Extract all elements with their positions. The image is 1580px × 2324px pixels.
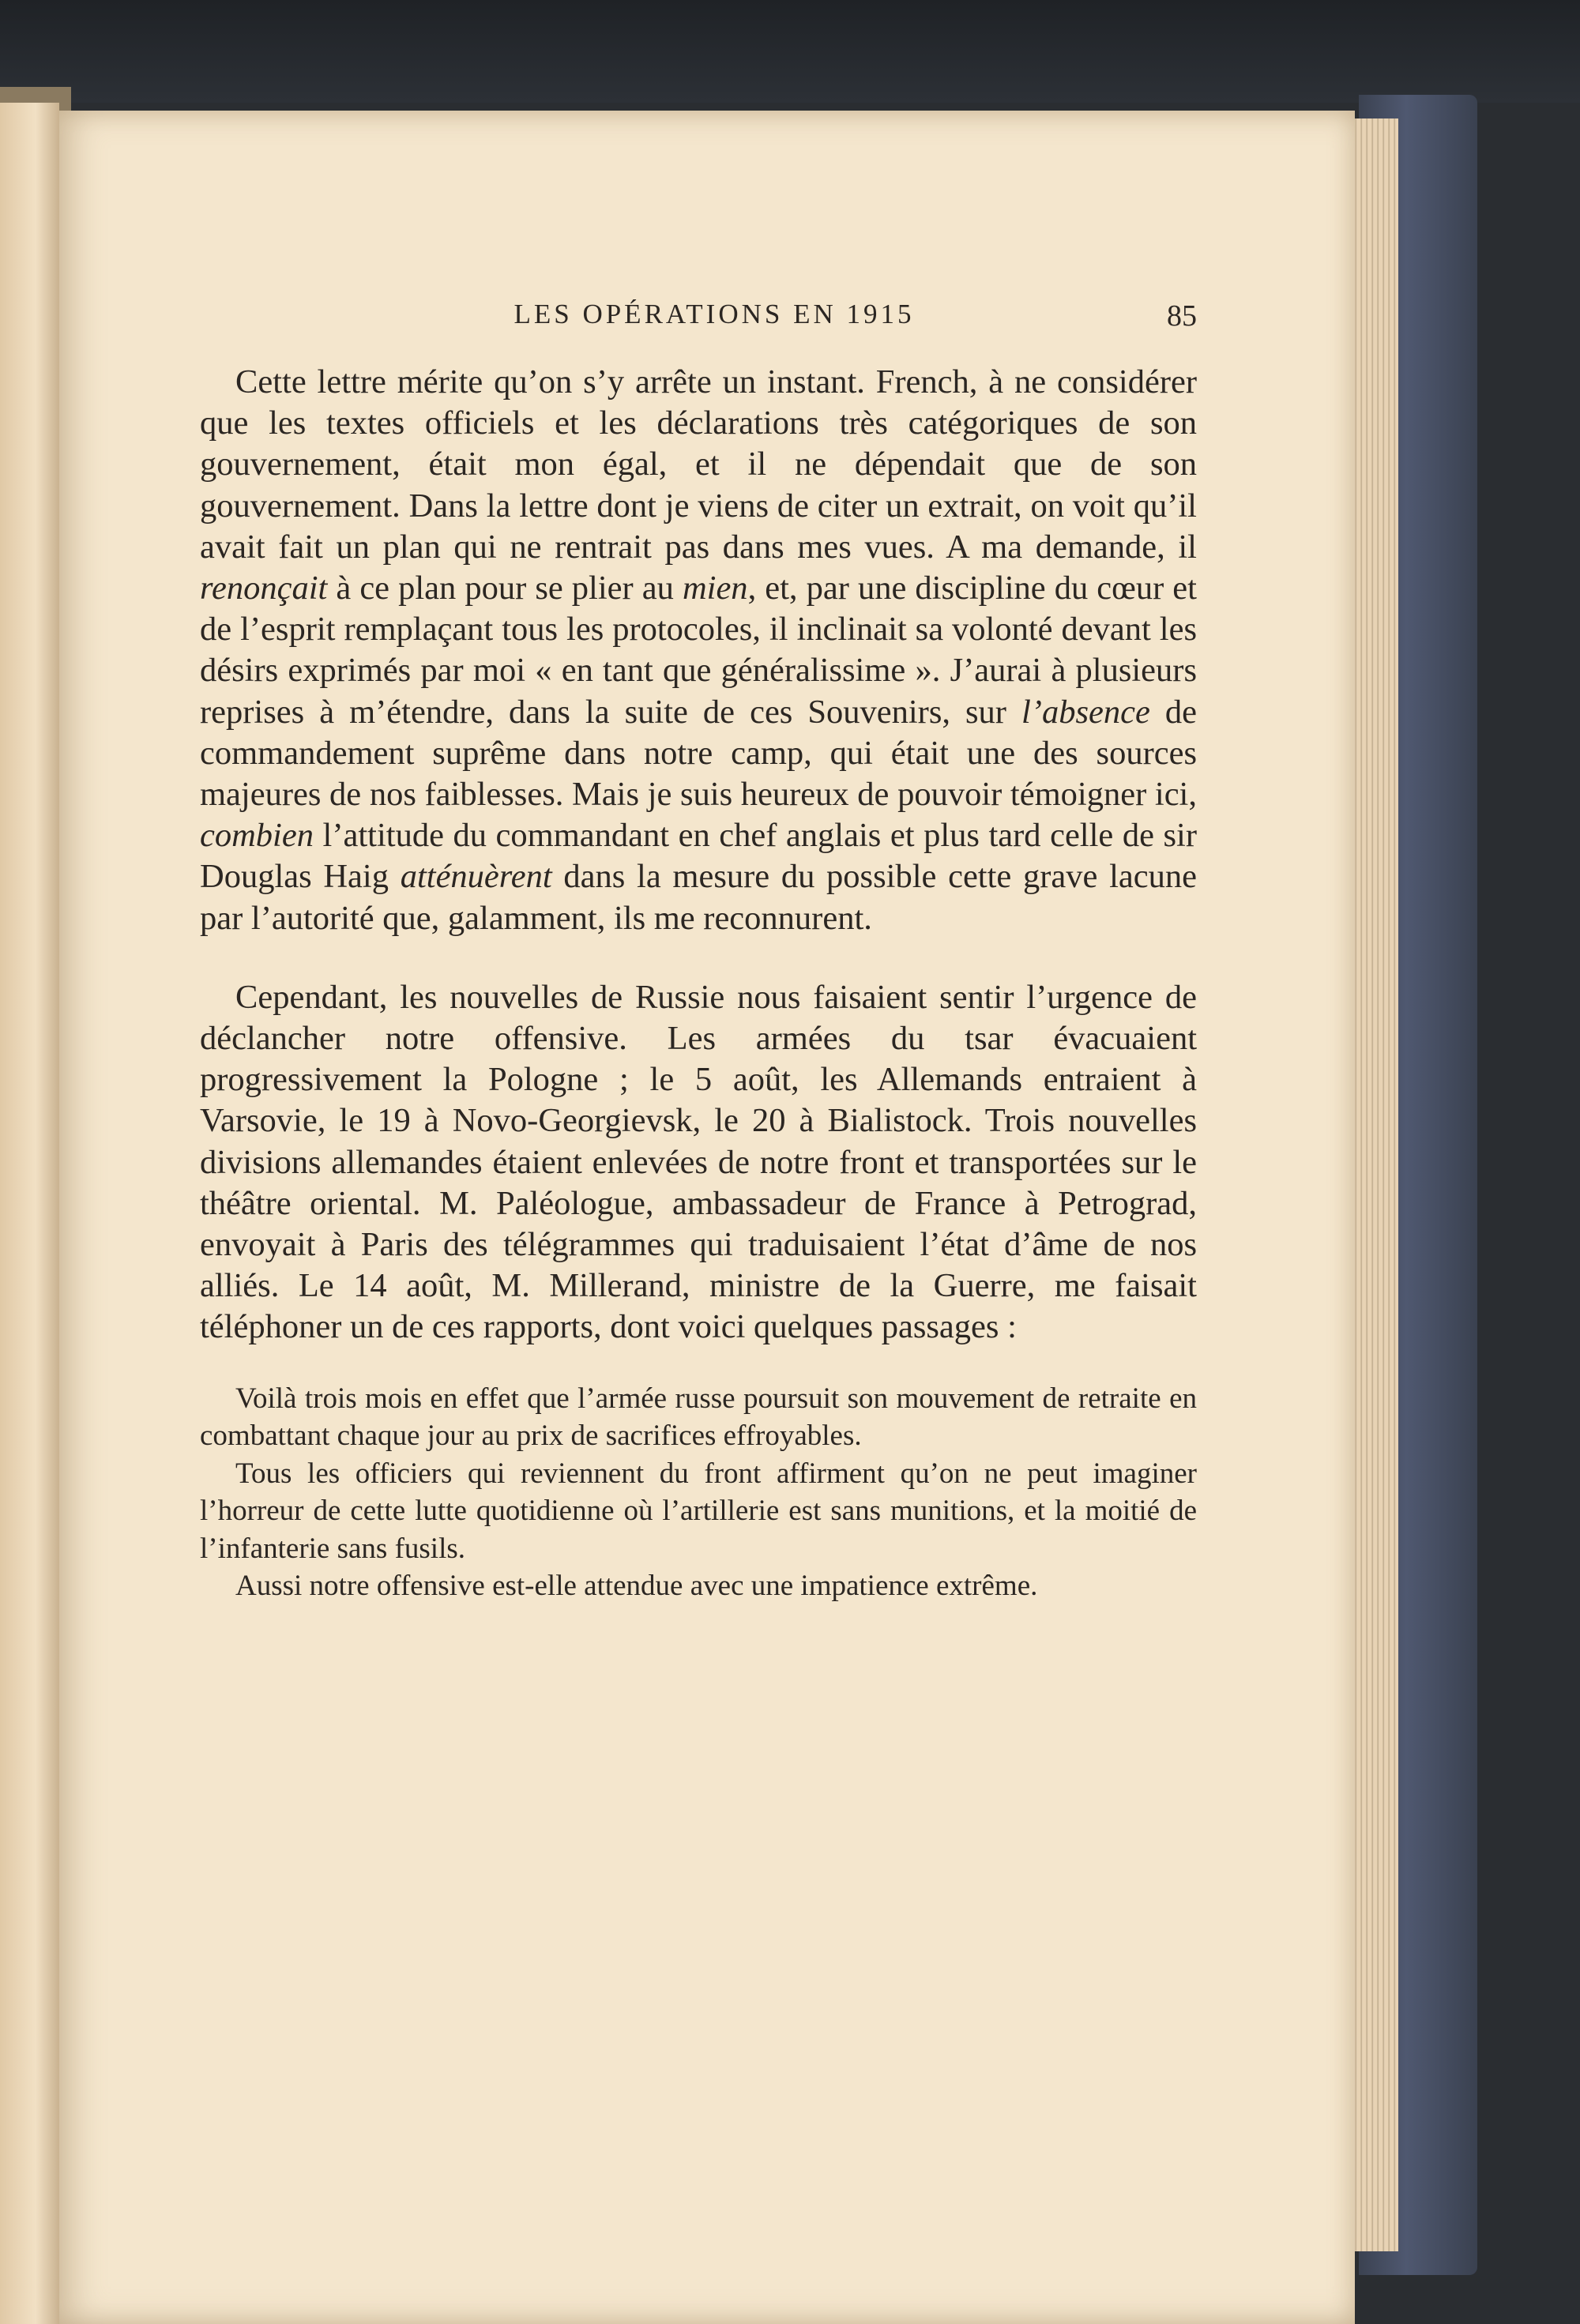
paragraph-1-part-5: l’attitude du commandant en chef anglais et plus tard celle de sir Douglas Haig	[200, 817, 1197, 896]
scanner-background	[0, 0, 1580, 103]
quote-paragraph-1: Voilà trois mois en effet que l’armée russe poursuit son mouvement de retraite en combattant chaque jour au prix de sacrifices effroyables.	[200, 1382, 1197, 1453]
paragraph-1	[200, 362, 1197, 939]
emphasis-attenuerent: atténuèrent	[400, 858, 552, 896]
paragraph-2: Cependant, les nouvelles de Russie nous faisaient sentir l’urgence de déclancher notre offensive. Les armées du tsar évacuaient progressivement la Pologne ; le 5 août, les Allemands entraient à Varsovie, le 19 à Novo-Georgievsk, le 20 à Bialistock. Trois nouvelles divisions allemandes étaient enlevées de notre front et transportées sur le théâtre oriental. M. Paléologue, ambassadeur de France à Petrograd, envoyait à Paris des télégrammes qui traduisaient l’état d’âme de nos alliés. Le 14 août, M. Millerand, ministre de la Guerre, me faisait téléphoner un de ces rapports, dont voici quelques passages :	[200, 978, 1197, 1346]
book-page	[59, 111, 1355, 2324]
page-content	[200, 299, 1197, 1605]
emphasis-combien: combien	[200, 817, 314, 855]
quote-paragraph-3: Aussi notre offensive est-elle attendue avec une impatience extrême.	[235, 1570, 1038, 1603]
facing-page-edge	[0, 103, 59, 2324]
running-head	[200, 299, 1197, 346]
body-text	[200, 362, 1197, 1605]
page-number: 85	[1167, 299, 1197, 333]
paragraph-1-part-6: dans la mesure du possible cette grave lacune par l’autorité que, galamment, ils me reconnurent.	[200, 858, 1197, 937]
emphasis-renoncait: renonçait	[200, 570, 328, 607]
paragraph-1-part-2: à ce plan pour se plier au	[327, 570, 683, 607]
paragraph-1-part-3: , et, par une discipline du cœur et de l’esprit remplaçant tous les protocoles, il inclinait sa volonté devant les désirs exprimés par moi « en tant que généralissime ». J’aurai à plusieurs reprises à m’étendre, dans la suite de ces Souvenirs, sur	[200, 570, 1197, 731]
block-quote	[200, 1380, 1197, 1605]
emphasis-mien: mien	[682, 570, 748, 607]
running-title: LES OPÉRATIONS EN 1915	[514, 299, 915, 329]
paragraph-1-part-1: Cette lettre mérite qu’on s’y arrête un instant. French, à ne considérer que les textes officiels et les déclarations très catégoriques de son gouvernement, était mon égal, et il ne dépendait que de son gouvernement. Dans la lettre dont je viens de citer un extrait, on voit qu’il avait fait un plan qui ne rentrait pas dans mes vues. A ma demande, il	[200, 363, 1197, 566]
paragraph-1-part-4: de commandement suprême dans notre camp, qui était une des sources majeures de nos faiblesses. Mais je suis heureux de pouvoir témoigner ici,	[200, 693, 1197, 814]
emphasis-absence: l’absence	[1021, 693, 1150, 731]
quote-paragraph-2: Tous les officiers qui reviennent du front affirment qu’on ne peut imaginer l’horreur de cette lutte quotidienne où l’artillerie est sans munitions, et la moitié de l’infanterie sans fusils.	[200, 1457, 1197, 1565]
